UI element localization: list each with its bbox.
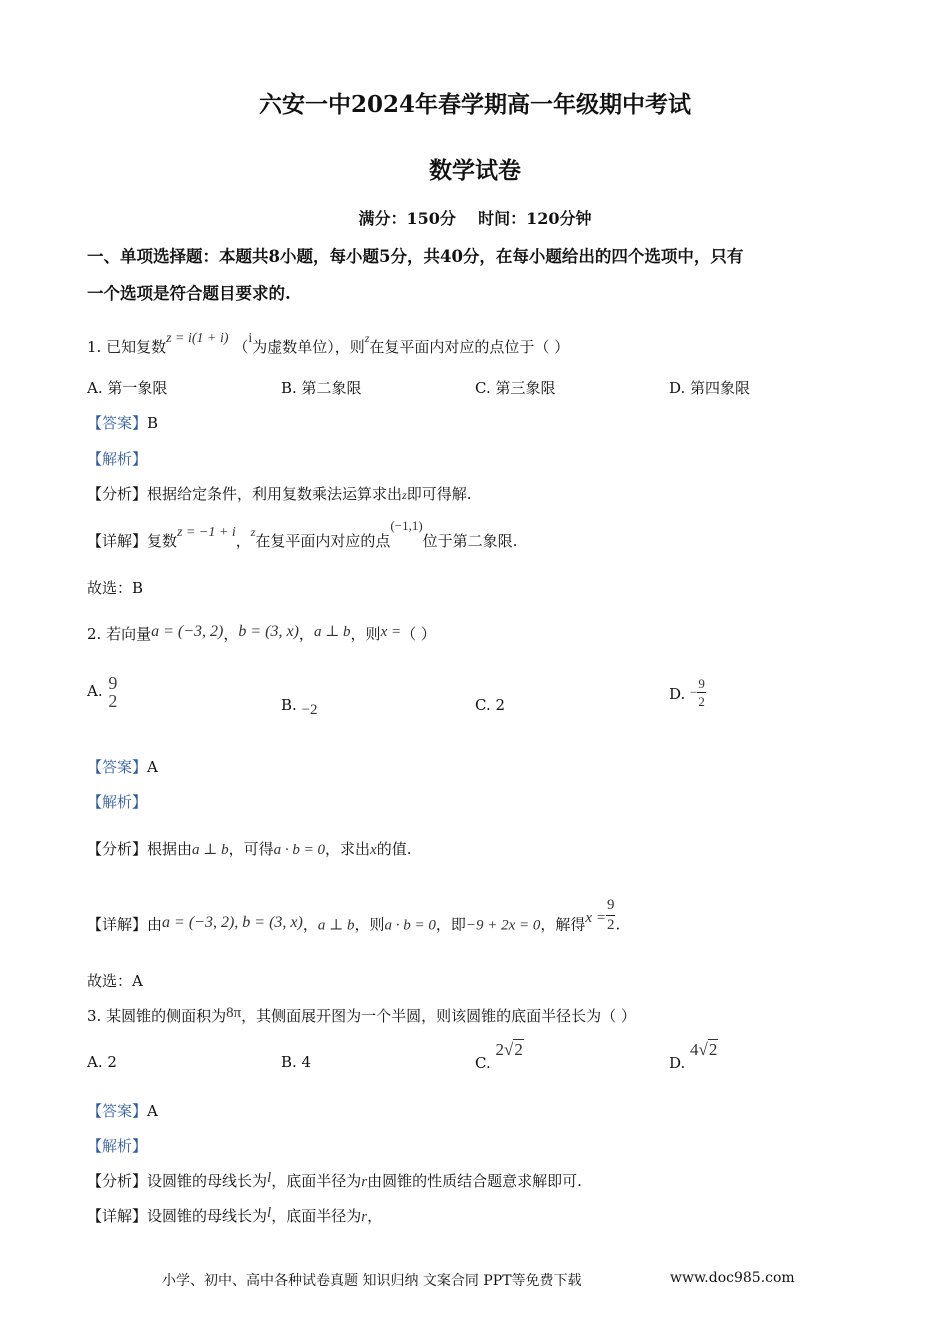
- option-c-coef: 2: [495, 1040, 504, 1059]
- q2-fenxi: [87, 838, 412, 859]
- answer-value: A: [147, 758, 158, 776]
- q2-detail-perp: a ⊥ b: [317, 917, 355, 934]
- q1-prefix: 1. 已知复数: [87, 338, 167, 356]
- q2-prefix: 2. 若向量: [87, 625, 152, 643]
- option-d-sign: −: [690, 684, 698, 700]
- fraction-numerator: 9: [108, 673, 118, 693]
- q2-stem: [87, 623, 436, 644]
- q2-perp: a ⊥ b: [313, 624, 351, 640]
- q2-fenxi-c: ，求出: [325, 840, 371, 858]
- q3-detail-l: l: [267, 1205, 272, 1221]
- q3-fenxi-c: 由圆锥的性质结合题意求解即可.: [367, 1172, 582, 1190]
- q3-detail-c: ，: [367, 1207, 383, 1225]
- fraction-denominator: 2: [606, 917, 615, 933]
- option-d-label: D.: [669, 684, 686, 703]
- detail-tag: 【详解】: [87, 532, 148, 550]
- q1-option-d: D. 第四象限: [669, 379, 751, 397]
- q3-detail-r: r: [361, 1209, 368, 1225]
- q3-option-d: [669, 1040, 718, 1072]
- q3-fenxi: [87, 1170, 582, 1191]
- q3-fenxi-l: l: [267, 1170, 272, 1186]
- q2-detail-a: 由: [147, 915, 163, 934]
- answer-tag: 【答案】: [87, 414, 148, 432]
- radicand: 2: [514, 1040, 523, 1059]
- q3-detail: [87, 1205, 382, 1226]
- q1-answer: [87, 412, 158, 433]
- q2-x-eq: x =: [380, 624, 402, 640]
- q2-analysis-tag: 【解析】: [87, 793, 148, 811]
- q2-fenxi-perp: a ⊥ b: [192, 842, 229, 858]
- q2-detail-fraction: [606, 898, 616, 933]
- answer-value: B: [147, 414, 159, 432]
- q2-fenxi-a: 根据由: [147, 840, 193, 858]
- fenxi-tag: 【分析】: [87, 840, 148, 858]
- q2-fenxi-x: x: [370, 842, 377, 858]
- q1-detail-d: 位于第二象限.: [422, 532, 518, 550]
- q1-analysis-tag: 【解析】: [87, 450, 148, 468]
- q1-conclusion: 故选：B: [87, 579, 144, 597]
- fraction-numerator: 9: [698, 676, 705, 691]
- q2-option-a: [87, 674, 118, 710]
- q3-option-c: [475, 1040, 524, 1072]
- exam-title: 六安一中2024年春学期高一年级期中考试: [258, 91, 691, 118]
- q2-detail-b: ，: [302, 915, 318, 934]
- q2-answer: [87, 756, 158, 777]
- q1-detail-c: 在复平面内对应的点: [255, 532, 391, 550]
- q3-detail-a: 设圆锥的母线长为: [147, 1207, 268, 1225]
- q1-expr: z = i(1 + i): [166, 331, 229, 346]
- q1-option-c: C. 第三象限: [475, 379, 556, 397]
- q2-option-b: [281, 696, 318, 718]
- q2-detail-dot: a · b = 0: [384, 917, 436, 934]
- option-b-value: −2: [301, 702, 318, 718]
- option-a-fraction: [107, 674, 118, 710]
- q2-option-c: C. 2: [475, 696, 506, 714]
- q1-fenxi-z: z: [402, 488, 407, 502]
- q2-fenxi-d: 的值.: [376, 840, 412, 858]
- answer-tag: 【答案】: [87, 758, 148, 776]
- q2-detail-end: .: [615, 915, 621, 934]
- option-b-label: B.: [281, 696, 297, 714]
- answer-tag: 【答案】: [87, 1102, 148, 1120]
- radicand: 2: [708, 1040, 718, 1059]
- option-c-sqrt: √2: [504, 1040, 523, 1059]
- q1-detail-expr: z = −1 + i: [177, 525, 236, 540]
- q1-z-symbol: z: [364, 331, 370, 345]
- q2-fenxi-b: ，可得: [228, 840, 274, 858]
- q2-vec-a: a = (−3, 2): [151, 623, 224, 640]
- q2-fenxi-dot: a · b = 0: [273, 842, 326, 858]
- section-heading-line1: 一、单项选择题：本题共8小题，每小题5分，共40分，在每小题给出的四个选项中，只有: [87, 247, 744, 266]
- q2-sep-2: ，: [298, 625, 314, 643]
- option-d-sqrt: √2: [698, 1040, 718, 1059]
- q1-i-symbol: i: [248, 331, 253, 346]
- q2-sep: ，: [223, 625, 239, 643]
- fraction-numerator: 9: [606, 897, 615, 913]
- q1-detail: [87, 518, 518, 551]
- q1-fenxi: [87, 483, 471, 504]
- q2-detail-vecs: a = (−3, 2), b = (3, x): [162, 913, 303, 931]
- q3-analysis-tag: 【解析】: [87, 1137, 148, 1155]
- footer-text: 小学、初中、高中各种试卷真题 知识归纳 文案合同 PPT等免费下载: [162, 1273, 582, 1289]
- option-d-fraction: [697, 677, 706, 708]
- option-d-label: D.: [669, 1054, 686, 1072]
- q2-detail-d: ，即: [435, 915, 466, 934]
- q1-option-a: A. 第一象限: [87, 379, 168, 397]
- q3-option-a: A. 2: [87, 1053, 117, 1071]
- detail-tag: 【详解】: [87, 915, 148, 934]
- q3-area: 8π: [226, 1005, 242, 1021]
- q1-mid: 为虚数单位），则: [252, 338, 365, 356]
- q3-prefix: 3. 某圆锥的侧面积为: [87, 1007, 227, 1025]
- fenxi-tag: 【分析】: [87, 1172, 148, 1190]
- q2-vec-b: b = (3, x): [238, 623, 299, 640]
- section-heading-line2: 一个选项是符合题目要求的.: [87, 284, 291, 303]
- q1-detail-point: (−1,1): [390, 518, 423, 533]
- q1-detail-a: 复数: [147, 532, 178, 550]
- q3-detail-b: ，底面半径为: [271, 1207, 362, 1225]
- q2-detail-c: ，则: [354, 915, 385, 934]
- q2-detail: [87, 897, 621, 943]
- q1-tail: 在复平面内对应的点位于（ ）: [369, 338, 570, 356]
- q2-detail-e: ，解得: [540, 915, 586, 934]
- detail-tag: 【详解】: [87, 1207, 148, 1225]
- q1-detail-b: ，: [235, 532, 251, 550]
- q2-option-d: [669, 677, 706, 708]
- q3-answer: [87, 1100, 158, 1121]
- q1-detail-z: z: [250, 525, 256, 539]
- q3-fenxi-b: ，底面半径为: [271, 1172, 362, 1190]
- q3-option-b: B. 4: [281, 1053, 312, 1071]
- q2-detail-x: x =: [585, 909, 606, 926]
- q1-stem: 1. 已知复数z = i(1 + i) （i为虚数单位），则$^z$在复平面内对应的点位于（ ）: [87, 331, 570, 356]
- q2-conclusion: 故选：A: [87, 972, 143, 990]
- option-c-label: C.: [475, 1054, 491, 1072]
- option-a-label: A.: [87, 682, 103, 700]
- q1-option-b: B. 第二象限: [281, 379, 362, 397]
- q1-fenxi-text: 根据给定条件，利用复数乘法运算求出: [147, 485, 403, 503]
- q3-stem: [87, 1005, 636, 1026]
- option-d-coef: 4: [690, 1040, 699, 1059]
- q2-then: ，则: [350, 625, 381, 643]
- fraction-denominator: 2: [108, 691, 118, 711]
- q2-blank: （ ）: [401, 625, 436, 643]
- fraction-denominator: 2: [698, 694, 705, 709]
- exam-subtitle: 数学试卷: [429, 157, 521, 184]
- q1-fenxi-end: 即可得解.: [406, 485, 472, 503]
- exam-meta: 满分：150分 时间：120分钟: [358, 209, 592, 228]
- q3-fenxi-r: r: [361, 1174, 368, 1190]
- footer-url[interactable]: www.doc985.com: [670, 1270, 795, 1286]
- q3-tail: ，其侧面展开图为一个半圆，则该圆锥的底面半径长为（ ）: [241, 1007, 636, 1025]
- q2-detail-eq: −9 + 2x = 0: [465, 917, 541, 934]
- q3-fenxi-a: 设圆锥的母线长为: [147, 1172, 268, 1190]
- answer-value: A: [147, 1102, 158, 1120]
- fenxi-tag: 【分析】: [87, 485, 148, 503]
